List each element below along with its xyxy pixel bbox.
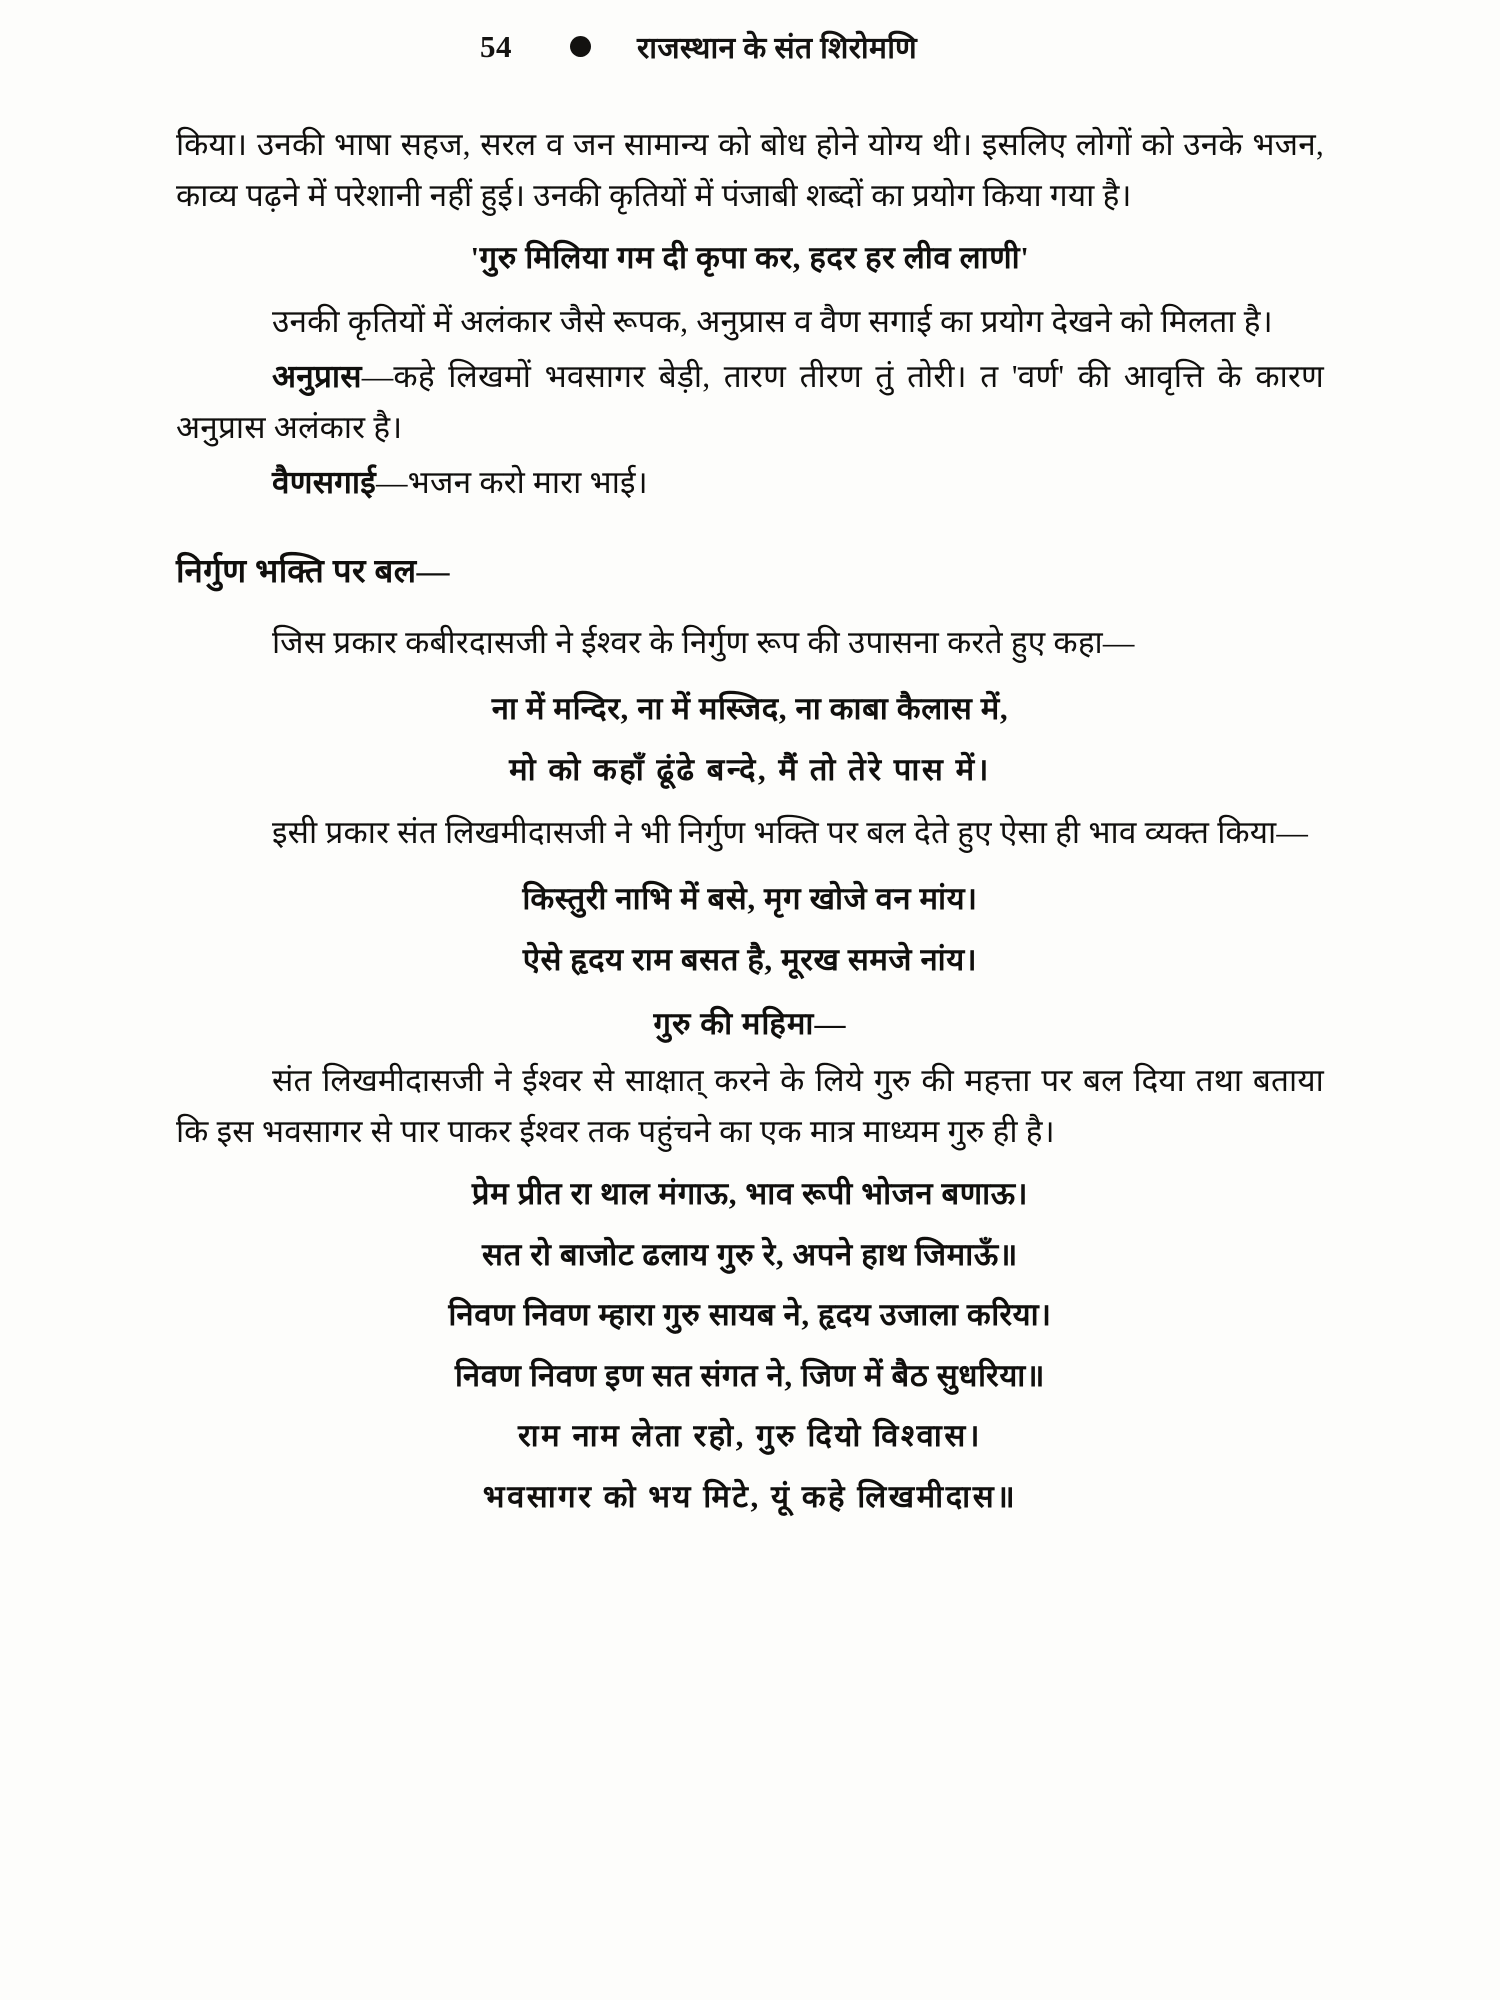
verse-4-line-5: राम नाम लेता रहो, गुरु दियो विश्वास। bbox=[517, 1418, 983, 1454]
verse-4-line-6: भवसागर को भय मिटे, यूं कहे लिखमीदास॥ bbox=[482, 1478, 1018, 1514]
paragraph-vainsagai bbox=[176, 457, 1324, 508]
verse-3-line-2: ऐसे हृदय राम बसत है, मूरख समजे नांय। bbox=[522, 941, 978, 977]
verse-4-line-3: निवण निवण म्हारा गुरु सायब ने, हृदय उजाला करिया। bbox=[448, 1297, 1052, 1333]
subheading-guru-ki-mahima: गुरु की महिमा— bbox=[653, 1006, 847, 1042]
verse-4-line-2: सत रो बाजोट ढलाय गुरु रे, अपने हाथ जिमाऊँ॥ bbox=[482, 1236, 1018, 1272]
paragraph-1: किया। उनकी भाषा सहज, सरल व जन सामान्य को बोध होने योग्य थी। इसलिए लोगों को उनके भजन, काव्य पढ़ने में परेशानी नहीं हुई। उनकी कृतियों में पंजाबी शब्दों का प्रयोग किया गया है। bbox=[176, 127, 1324, 214]
section-heading-nirgun-bhakti: निर्गुण भक्ति पर बल— bbox=[176, 553, 450, 590]
verse-quote-3 bbox=[176, 876, 1324, 983]
book-title: राजस्थान के संत शिरोमणि bbox=[637, 32, 917, 65]
vainsagai-label: वैणसगाई bbox=[272, 464, 376, 500]
verse-4-line-4: निवण निवण इण सत संगत ने, जिण में बैठ सुधरिया॥ bbox=[454, 1357, 1046, 1393]
page-content bbox=[176, 119, 1324, 1520]
anupras-label: अनुप्रास bbox=[272, 358, 362, 394]
vainsagai-text: —भजन करो मारा भाई। bbox=[375, 464, 648, 500]
verse-quote-2 bbox=[176, 686, 1324, 793]
paragraph-anupras bbox=[176, 351, 1324, 453]
paragraph-3: जिस प्रकार कबीरदासजी ने ईश्वर के निर्गुण रूप की उपासना करते हुए कहा— bbox=[272, 625, 1135, 661]
verse-2-line-2: मो को कहाँ ढूंढे बन्दे, मैं तो तेरे पास में। bbox=[509, 751, 991, 787]
verse-quote-1: 'गुरु मिलिया गम दी कृपा कर, हदर हर लीव लाणी' bbox=[470, 240, 1030, 276]
paragraph-2: उनकी कृतियों में अलंकार जैसे रूपक, अनुप्रास व वैण सगाई का प्रयोग देखने को मिलता है। bbox=[272, 303, 1273, 339]
paragraph-5: संत लिखमीदासजी ने ईश्वर से साक्षात् करने के लिये गुरु की महत्ता पर बल दिया तथा बताया कि इस भवसागर से पार पाकर ईश्वर तक पहुंचने का एक मात्र माध्यम गुरु ही है। bbox=[176, 1063, 1324, 1150]
bullet-dot-icon bbox=[570, 36, 591, 57]
page-header bbox=[480, 0, 1500, 67]
verse-2-line-1: ना में मन्दिर, ना में मस्जिद, ना काबा कैलास में, bbox=[491, 691, 1009, 727]
verse-3-line-1: किस्तुरी नाभि में बसे, मृग खोजे वन मांय। bbox=[522, 881, 978, 917]
verse-4-line-1: प्रेम प्रीत रा थाल मंगाऊ, भाव रूपी भोजन बणाऊ। bbox=[471, 1176, 1029, 1212]
page-number: 54 bbox=[480, 28, 512, 64]
anupras-text: —कहे लिखमों भवसागर बेड़ी, तारण तीरण तुं तोरी। त 'वर्ण' की आवृत्ति के कारण अनुप्रास अलंकार है। bbox=[176, 358, 1324, 445]
verse-quote-4 bbox=[176, 1171, 1324, 1520]
paragraph-4: इसी प्रकार संत लिखमीदासजी ने भी निर्गुण भक्ति पर बल देते हुए ऐसा ही भाव व्यक्त किया— bbox=[272, 815, 1309, 851]
